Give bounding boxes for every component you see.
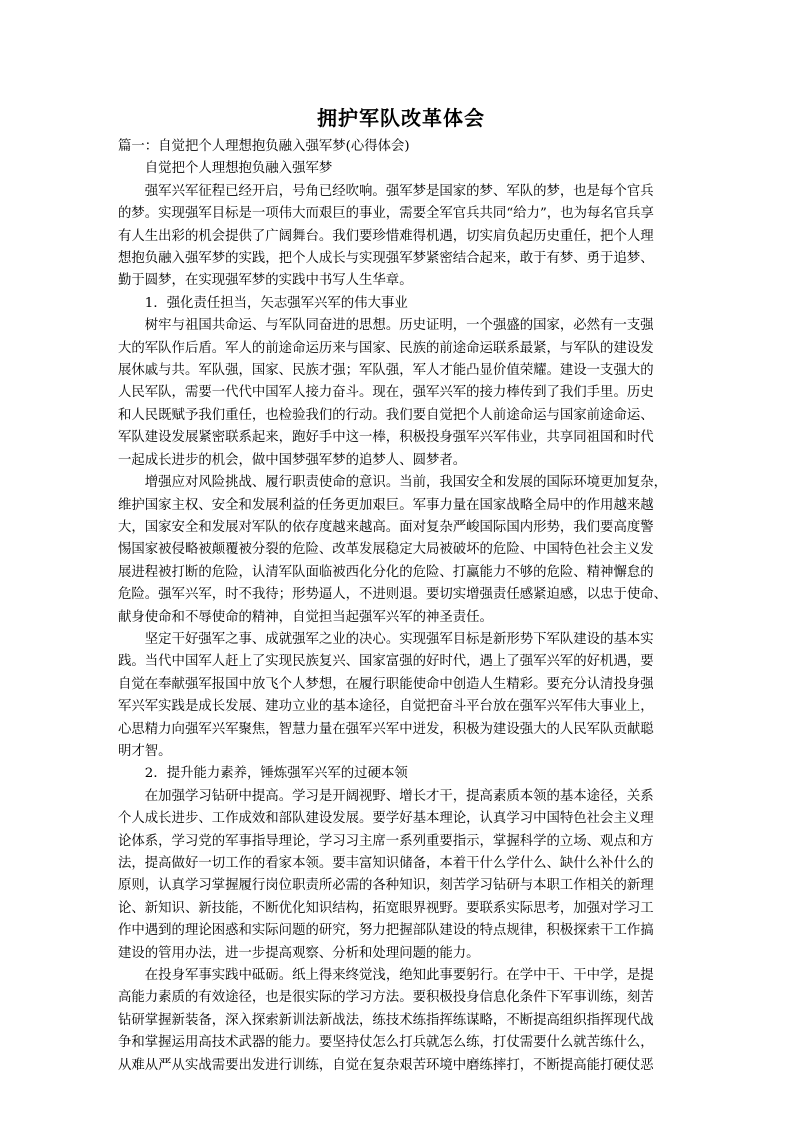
text-line: 争和掌握运用高技术武器的能力。要坚持仗怎么打兵就怎么练，打仗需要什么就苦练什么， bbox=[118, 1035, 654, 1051]
text-line: 勤于圆梦，在实现强军梦的实践中书写人生华章。 bbox=[118, 273, 413, 289]
text-line: 展休戚与共。军队强，国家、民族才强；军队强，军人才能凸显价值荣耀。建设一支强大的 bbox=[118, 363, 654, 379]
text-line: 个人成长进步、工作成效和部队建设发展。要学好基本理论，认真学习中国特色社会主义理 bbox=[118, 811, 654, 827]
text-line: 大的军队作后盾。军人的前途命运历来与国家、民族的前途命运联系最紧，与军队的建设发 bbox=[118, 340, 654, 356]
section-subheading: 自觉把个人理想抱负融入强军梦 bbox=[144, 161, 333, 177]
text-line: 建设的管用办法，进一步提高观察、分析和处理问题的能力。 bbox=[118, 945, 480, 961]
text-line: 有人生出彩的机会提供了广阔舞台。我们要珍惜难得机遇，切实肩负起历史重任，把个人理 bbox=[118, 228, 654, 244]
text-line: 和人民既赋予我们重任，也检验我们的行动。我们要自觉把个人前途命运与国家前途命运、 bbox=[118, 407, 654, 423]
text-line: 人民军队，需要一代代中国军人接力奋斗。现在，强军兴军的接力棒传到了我们手里。历史 bbox=[118, 385, 654, 401]
text-line: 原则，认真学习掌握履行岗位职责所必需的各种知识，刻苦学习钻研与本职工作相关的新理 bbox=[118, 878, 654, 894]
text-line: 高能力素质的有效途径，也是很实际的学习方法。要积极投身信息化条件下军事训练，刻苦 bbox=[118, 990, 654, 1006]
text-line: 论、新知识、新技能，不断优化知识结构，拓宽眼界视野。要联系实际思考，加强对学习工 bbox=[118, 900, 654, 916]
text-line: 一起成长进步的机会，做中国梦强军梦的追梦人、圆梦者。 bbox=[118, 452, 467, 468]
text-line: 明才智。 bbox=[118, 743, 172, 759]
text-line: 树牢与祖国共命运、与军队同奋进的思想。历史证明，一个强盛的国家，必然有一支强 bbox=[144, 318, 654, 334]
text-line: 心思精力向强军兴军聚焦，智慧力量在强军兴军中迸发，积极为建设强大的人民军队贡献聪 bbox=[118, 721, 654, 737]
text-line: 惕国家被侵略被颠覆被分裂的危险、改革发展稳定大局被破坏的危险、中国特色社会主义发 bbox=[118, 542, 654, 558]
text-line: 献身使命和不辱使命的精神，自觉担当起强军兴军的神圣责任。 bbox=[118, 609, 493, 625]
section-heading: 篇一：自觉把个人理想抱负融入强军梦(心得体会) bbox=[118, 139, 410, 154]
text-line: 强军兴军征程已经开启，号角已经吹响。强军梦是国家的梦、军队的梦，也是每个官兵 bbox=[144, 183, 654, 199]
text-line: 坚定干好强军之事、成就强军之业的决心。实现强军目标是新形势下军队建设的基本实 bbox=[144, 631, 654, 647]
text-line: 的梦。实现强军目标是一项伟大而艰巨的事业，需要全军官兵共同“给力”，也为每名官兵享 bbox=[118, 206, 654, 222]
text-line: 增强应对风险挑战、履行职责使命的意识。当前，我国安全和发展的国际环境更加复杂， bbox=[144, 475, 668, 491]
text-line: 军队建设发展紧密联系起来，跑好手中这一棒，积极投身强军兴军伟业，共享同祖国和时代 bbox=[118, 430, 654, 446]
text-line: 维护国家主权、安全和发展利益的任务更加艰巨。军事力量在国家战略全局中的作用越来越 bbox=[118, 497, 654, 513]
page-title: 拥护军队改革体会 bbox=[317, 106, 485, 130]
numbered-heading: 1．强化责任担当，矢志强军兴军的伟大事业 bbox=[144, 295, 408, 311]
text-line: 大，国家安全和发展对军队的依存度越来越高。面对复杂严峻国际国内形势，我们要高度警 bbox=[118, 519, 654, 535]
text-line: 在加强学习钻研中提高。学习是开阔视野、增长才干，提高素质本领的基本途径，关系 bbox=[144, 788, 654, 804]
text-line: 危险。强军兴军，时不我待；形势逼人，不进则退。要切实增强责任感紧迫感，以忠于使命、 bbox=[118, 587, 668, 603]
text-line: 践。当代中国军人赶上了实现民族复兴、国家富强的好时代，遇上了强军兴军的好机遇，要 bbox=[118, 654, 654, 670]
numbered-heading: 2．提升能力素养，锤炼强军兴军的过硬本领 bbox=[144, 766, 408, 782]
text-line: 法，提高做好一切工作的看家本领。要丰富知识储备，本着干什么学什么、缺什么补什么的 bbox=[118, 856, 654, 871]
text-line: 从难从严从实战需要出发进行训练，自觉在复杂艰苦环境中磨练摔打，不断提高能打硬仗恶 bbox=[118, 1057, 654, 1073]
document-body bbox=[118, 136, 684, 1077]
text-line: 钻研掌握新装备，深入探索新训法新战法，练技术练指挥练谋略，不断提高组织指挥现代战 bbox=[118, 1012, 654, 1028]
text-line: 军兴军实践是成长发展、建功立业的基本途径，自觉把奋斗平台放在强军兴军伟大事业上， bbox=[118, 699, 654, 715]
text-line: 作中遇到的理论困惑和实际问题的研究，努力把握部队建设的特点规律，积极探索干工作搞 bbox=[118, 923, 654, 939]
text-line: 想抱负融入强军梦的实践，把个人成长与实现强军梦紧密结合起来，敢于有梦、勇于追梦、 bbox=[118, 251, 654, 267]
text-line: 展进程被打断的危险，认清军队面临被西化分化的危险、打赢能力不够的危险、精神懈怠的 bbox=[118, 564, 654, 580]
text-line: 在投身军事实践中砥砺。纸上得来终觉浅，绝知此事要躬行。在学中干、干中学，是提 bbox=[144, 968, 654, 984]
text-line: 自觉在奉献强军报国中放飞个人梦想，在履行职能使命中创造人生精彩。要充分认清投身强 bbox=[118, 676, 654, 692]
document-page bbox=[118, 104, 684, 1077]
text-line: 论体系，学习党的军事指导理论，学习习主席一系列重要指示，掌握科学的立场、观点和方 bbox=[118, 833, 654, 849]
